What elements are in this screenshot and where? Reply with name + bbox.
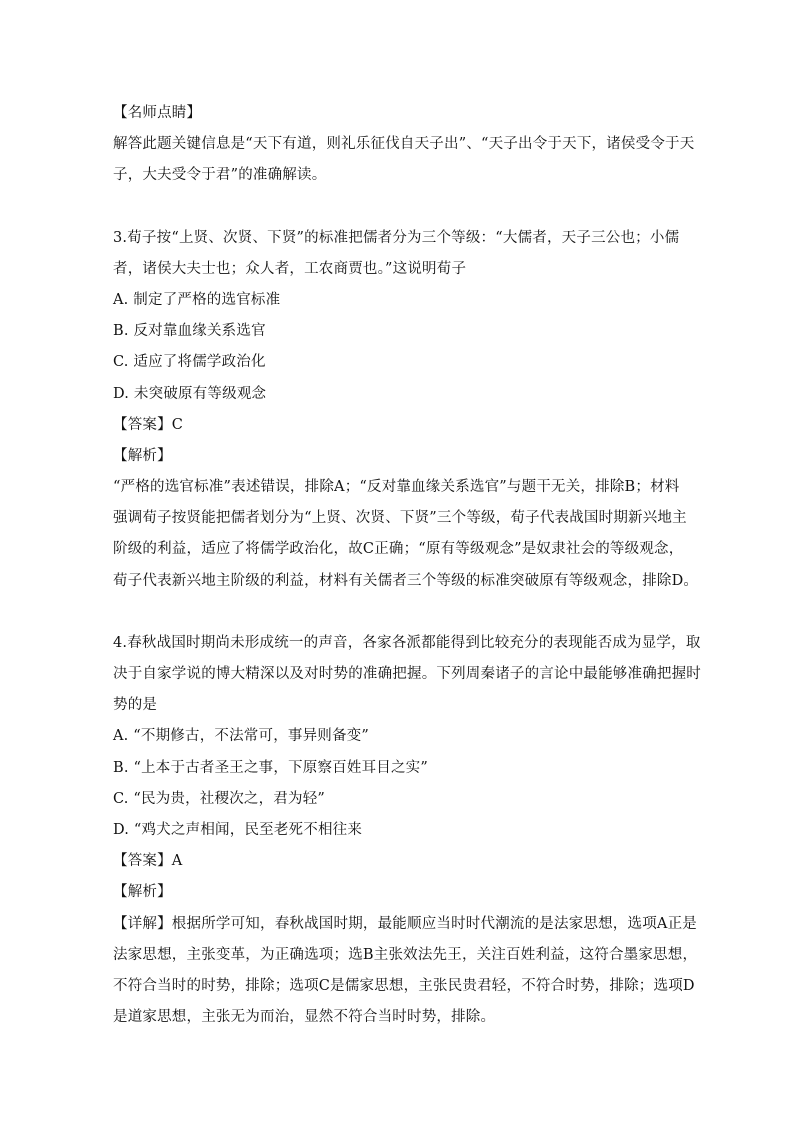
teacher-note-line: 解答此题关键信息是“天下有道，则礼乐征伐自天子出”、“天子出令于天下，诸侯受令于天 xyxy=(113,136,695,153)
option-b: B. 反对靠血缘关系选官 xyxy=(113,323,266,340)
option-a: A. “不期修古，不法常可，事异则备变” xyxy=(113,728,370,745)
analysis-line: 强调荀子按贤能把儒者划分为“上贤、次贤、下贤”三个等级，荀子代表战国时期新兴地主 xyxy=(113,510,687,527)
teacher-note-heading: 【名师点睛】 xyxy=(113,105,202,121)
spacer xyxy=(113,597,693,628)
question-stem-line: 者，诸侯大夫士也；众人者，工农商贾也。”这说明荀子 xyxy=(113,260,467,277)
question-4 xyxy=(113,628,701,1033)
option-a: A. 制定了严格的选官标准 xyxy=(113,291,281,308)
answer-label: 【答案】C xyxy=(113,416,184,433)
option-d: D. 未突破原有等级观念 xyxy=(113,385,267,402)
teacher-note-line: 子，大夫受令于君”的准确解读。 xyxy=(113,167,327,184)
question-3 xyxy=(113,223,699,597)
analysis-heading: 【解析】 xyxy=(113,447,172,464)
question-stem-line: 4.春秋战国时期尚未形成统一的声音，各家各派都能得到比较充分的表现能否成为显学，取 xyxy=(113,634,701,651)
question-stem-line: 势的是 xyxy=(113,697,158,714)
analysis-line: 荀子代表新兴地主阶级的利益，材料有关儒者三个等级的标准突破原有等级观念，排除D。 xyxy=(113,572,699,589)
analysis-line: 是道家思想，主张无为而治，显然不符合当时时势，排除。 xyxy=(113,1009,496,1026)
analysis-heading: 【解析】 xyxy=(113,884,172,901)
question-stem-line: 3.荀子按“上贤、次贤、下贤”的标准把儒者分为三个等级：“大儒者，天子三公也；小儒 xyxy=(113,229,680,246)
teacher-note-section xyxy=(113,98,693,192)
answer-label: 【答案】A xyxy=(113,853,183,870)
analysis-line: 法家思想，主张变革，为正确选项；选B主张效法先王，关注百姓利益，这符合墨家思想， xyxy=(113,946,698,963)
spacer xyxy=(113,192,693,223)
analysis-line: 【详解】根据所学可知，春秋战国时期，最能顺应当时时代潮流的是法家思想，选项A正是 xyxy=(113,915,697,932)
analysis-line: 不符合当时的时势，排除；选项C是儒家思想，主张民贵君轻，不符合时势，排除；选项D xyxy=(113,977,695,994)
option-c: C. “民为贵，社稷次之，君为轻” xyxy=(113,790,326,807)
option-c: C. 适应了将儒学政治化 xyxy=(113,354,266,371)
analysis-line: “严格的选官标准”表述错误，排除A；“反对靠血缘关系选官”与题干无关，排除B；材料 xyxy=(113,479,680,496)
question-stem-line: 决于自家学说的博大精深以及对时势的准确把握。下列周秦诸子的言论中最能够准确把握时 xyxy=(113,666,701,682)
analysis-line: 阶级的利益，适应了将儒学政治化，故C正确；“原有等级观念”是奴隶社会的等级观念， xyxy=(113,541,684,558)
option-b: B. “上本于古者圣王之事，下原察百姓耳目之实” xyxy=(113,759,428,776)
option-d: D. “鸡犬之声相闻，民至老死不相往来 xyxy=(113,821,363,838)
document-page xyxy=(113,98,701,1033)
